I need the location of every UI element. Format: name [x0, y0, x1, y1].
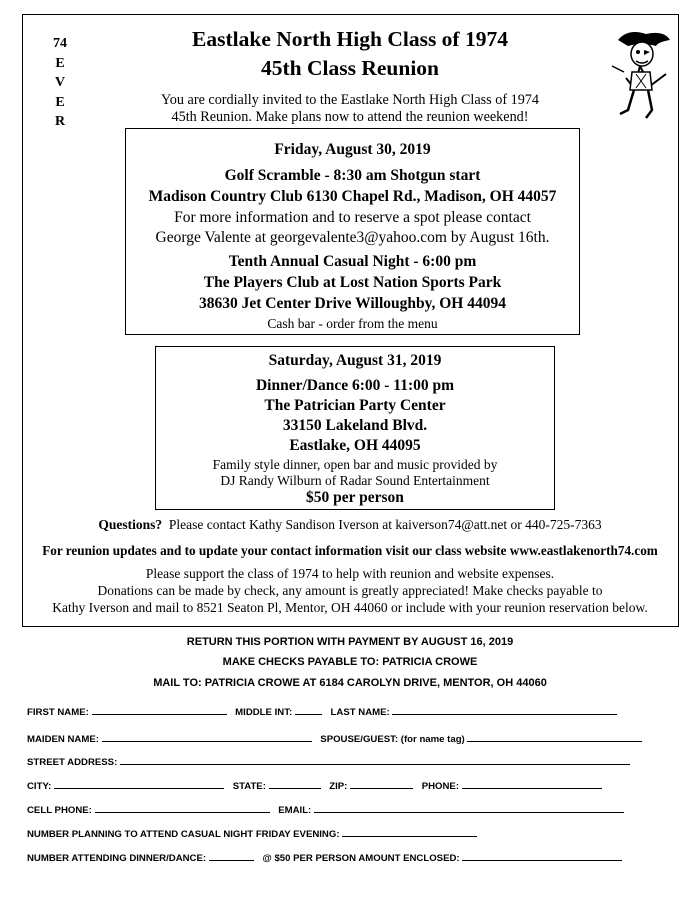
support-line-2: Donations can be made by check, any amount is greatly appreciated! Make checks payable to — [97, 583, 603, 598]
return-line-1: RETURN THIS PORTION WITH PAYMENT BY AUGUST 16, 2019 — [186, 636, 514, 648]
form-row-name — [27, 706, 623, 718]
last-name-field[interactable] — [392, 706, 617, 715]
form-row-street — [27, 756, 636, 768]
ever-char: V — [54, 75, 66, 90]
title-line-1: Eastlake North High Class of 1974 — [192, 27, 508, 51]
dinner-price: $50 per person — [306, 489, 404, 506]
casual-venue: The Players Club at Lost Nation Sports Park — [203, 274, 502, 291]
cell-phone-field[interactable] — [95, 804, 270, 813]
golf-info-2: George Valente at georgevalente3@yahoo.com by August 16th. — [155, 229, 550, 246]
form-row-casual — [27, 828, 483, 840]
cell-phone-label: CELL PHONE: — [27, 805, 92, 816]
dinner-desc-1: Family style dinner, open bar and music provided by — [212, 457, 498, 472]
city-label: CITY: — [27, 781, 52, 792]
street-address-label: STREET ADDRESS: — [27, 757, 118, 768]
casual-night: Tenth Annual Casual Night - 6:00 pm — [228, 253, 477, 270]
state-field[interactable] — [269, 780, 321, 789]
invite-line-2: 45th Reunion. Make plans now to attend the reunion weekend! — [171, 109, 529, 125]
state-label: STATE: — [232, 781, 266, 792]
website-line: For reunion updates and to update your contact information visit our class website www.eastlakenorth74.com — [42, 543, 658, 558]
questions-line — [0, 517, 700, 533]
zip-field[interactable] — [350, 780, 413, 789]
form-row-city — [27, 780, 608, 792]
return-line-2: MAKE CHECKS PAYABLE TO: PATRICIA CROWE — [222, 656, 478, 668]
saturday-date: Saturday, August 31, 2019 — [268, 352, 442, 369]
return-line-3: MAIL TO: PATRICIA CROWE AT 6184 CAROLYN DRIVE, MENTOR, OH 44060 — [153, 677, 547, 689]
form-row-dinner — [27, 852, 628, 864]
first-name-label: FIRST NAME: — [27, 707, 89, 718]
casual-night-count-field[interactable] — [342, 828, 477, 837]
support-line-1: Please support the class of 1974 to help with reunion and website expenses. — [145, 566, 555, 581]
email-label: EMAIL: — [278, 805, 312, 816]
form-row-cell — [27, 804, 630, 816]
dinner-dance: Dinner/Dance 6:00 - 11:00 pm — [255, 377, 455, 394]
city-field[interactable] — [54, 780, 224, 789]
zip-label: ZIP: — [329, 781, 348, 792]
middle-initial-label: MIDDLE INT: — [235, 707, 293, 718]
golf-info-1: For more information and to reserve a spot please contact — [174, 209, 531, 226]
phone-field[interactable] — [462, 780, 602, 789]
golf-club: Madison Country Club 6130 Chapel Rd., Madison, OH 44057 — [148, 188, 557, 205]
casual-bar: Cash bar - order from the menu — [267, 316, 438, 331]
first-name-field[interactable] — [92, 706, 227, 715]
casual-night-count-label: NUMBER PLANNING TO ATTEND CASUAL NIGHT FRIDAY EVENING: — [27, 829, 340, 840]
friday-box — [125, 128, 580, 335]
maiden-name-field[interactable] — [102, 733, 312, 742]
dinner-venue: The Patrician Party Center — [264, 397, 446, 414]
dinner-city: Eastlake, OH 44095 — [289, 437, 421, 454]
dinner-street: 33150 Lakeland Blvd. — [282, 417, 428, 434]
dinner-count-field[interactable] — [209, 852, 254, 861]
ever-char: 74 — [53, 36, 67, 51]
ever-char: R — [54, 114, 66, 129]
spouse-guest-field[interactable] — [467, 733, 642, 742]
maiden-name-label: MAIDEN NAME: — [27, 734, 99, 745]
saturday-box — [155, 346, 555, 510]
middle-initial-field[interactable] — [295, 706, 322, 715]
golf-scramble: Golf Scramble - 8:30 am Shotgun start — [224, 167, 481, 184]
invite-line-1: You are cordially invited to the Eastlake North High Class of 1974 — [160, 92, 539, 108]
email-field[interactable] — [314, 804, 624, 813]
questions-text: Please contact Kathy Sandison Iverson at kaiverson74@att.net or 440-725-7363 — [168, 517, 602, 532]
ever-char: E — [55, 55, 65, 71]
casual-address: 38630 Jet Center Drive Willoughby, OH 44094 — [199, 295, 506, 312]
title-line-2: 45th Class Reunion — [260, 56, 439, 80]
questions-label: Questions? — [98, 517, 163, 532]
form-row-maiden — [27, 733, 648, 745]
ever-char: E — [55, 94, 65, 110]
spouse-guest-label: SPOUSE/GUEST: (for name tag) — [320, 734, 465, 745]
dinner-count-label: NUMBER ATTENDING DINNER/DANCE: — [27, 853, 207, 864]
phone-label: PHONE: — [421, 781, 460, 792]
amount-enclosed-label: @ $50 PER PERSON AMOUNT ENCLOSED: — [262, 853, 460, 864]
street-address-field[interactable] — [120, 756, 630, 765]
last-name-label: LAST NAME: — [330, 707, 390, 718]
support-line-3: Kathy Iverson and mail to 8521 Seaton Pl, Mentor, OH 44060 or include with your reunion reservation below. — [52, 600, 648, 615]
friday-date: Friday, August 30, 2019 — [274, 141, 431, 158]
amount-enclosed-field[interactable] — [462, 852, 622, 861]
dinner-desc-2: DJ Randy Wilburn of Radar Sound Entertainment — [220, 473, 490, 488]
